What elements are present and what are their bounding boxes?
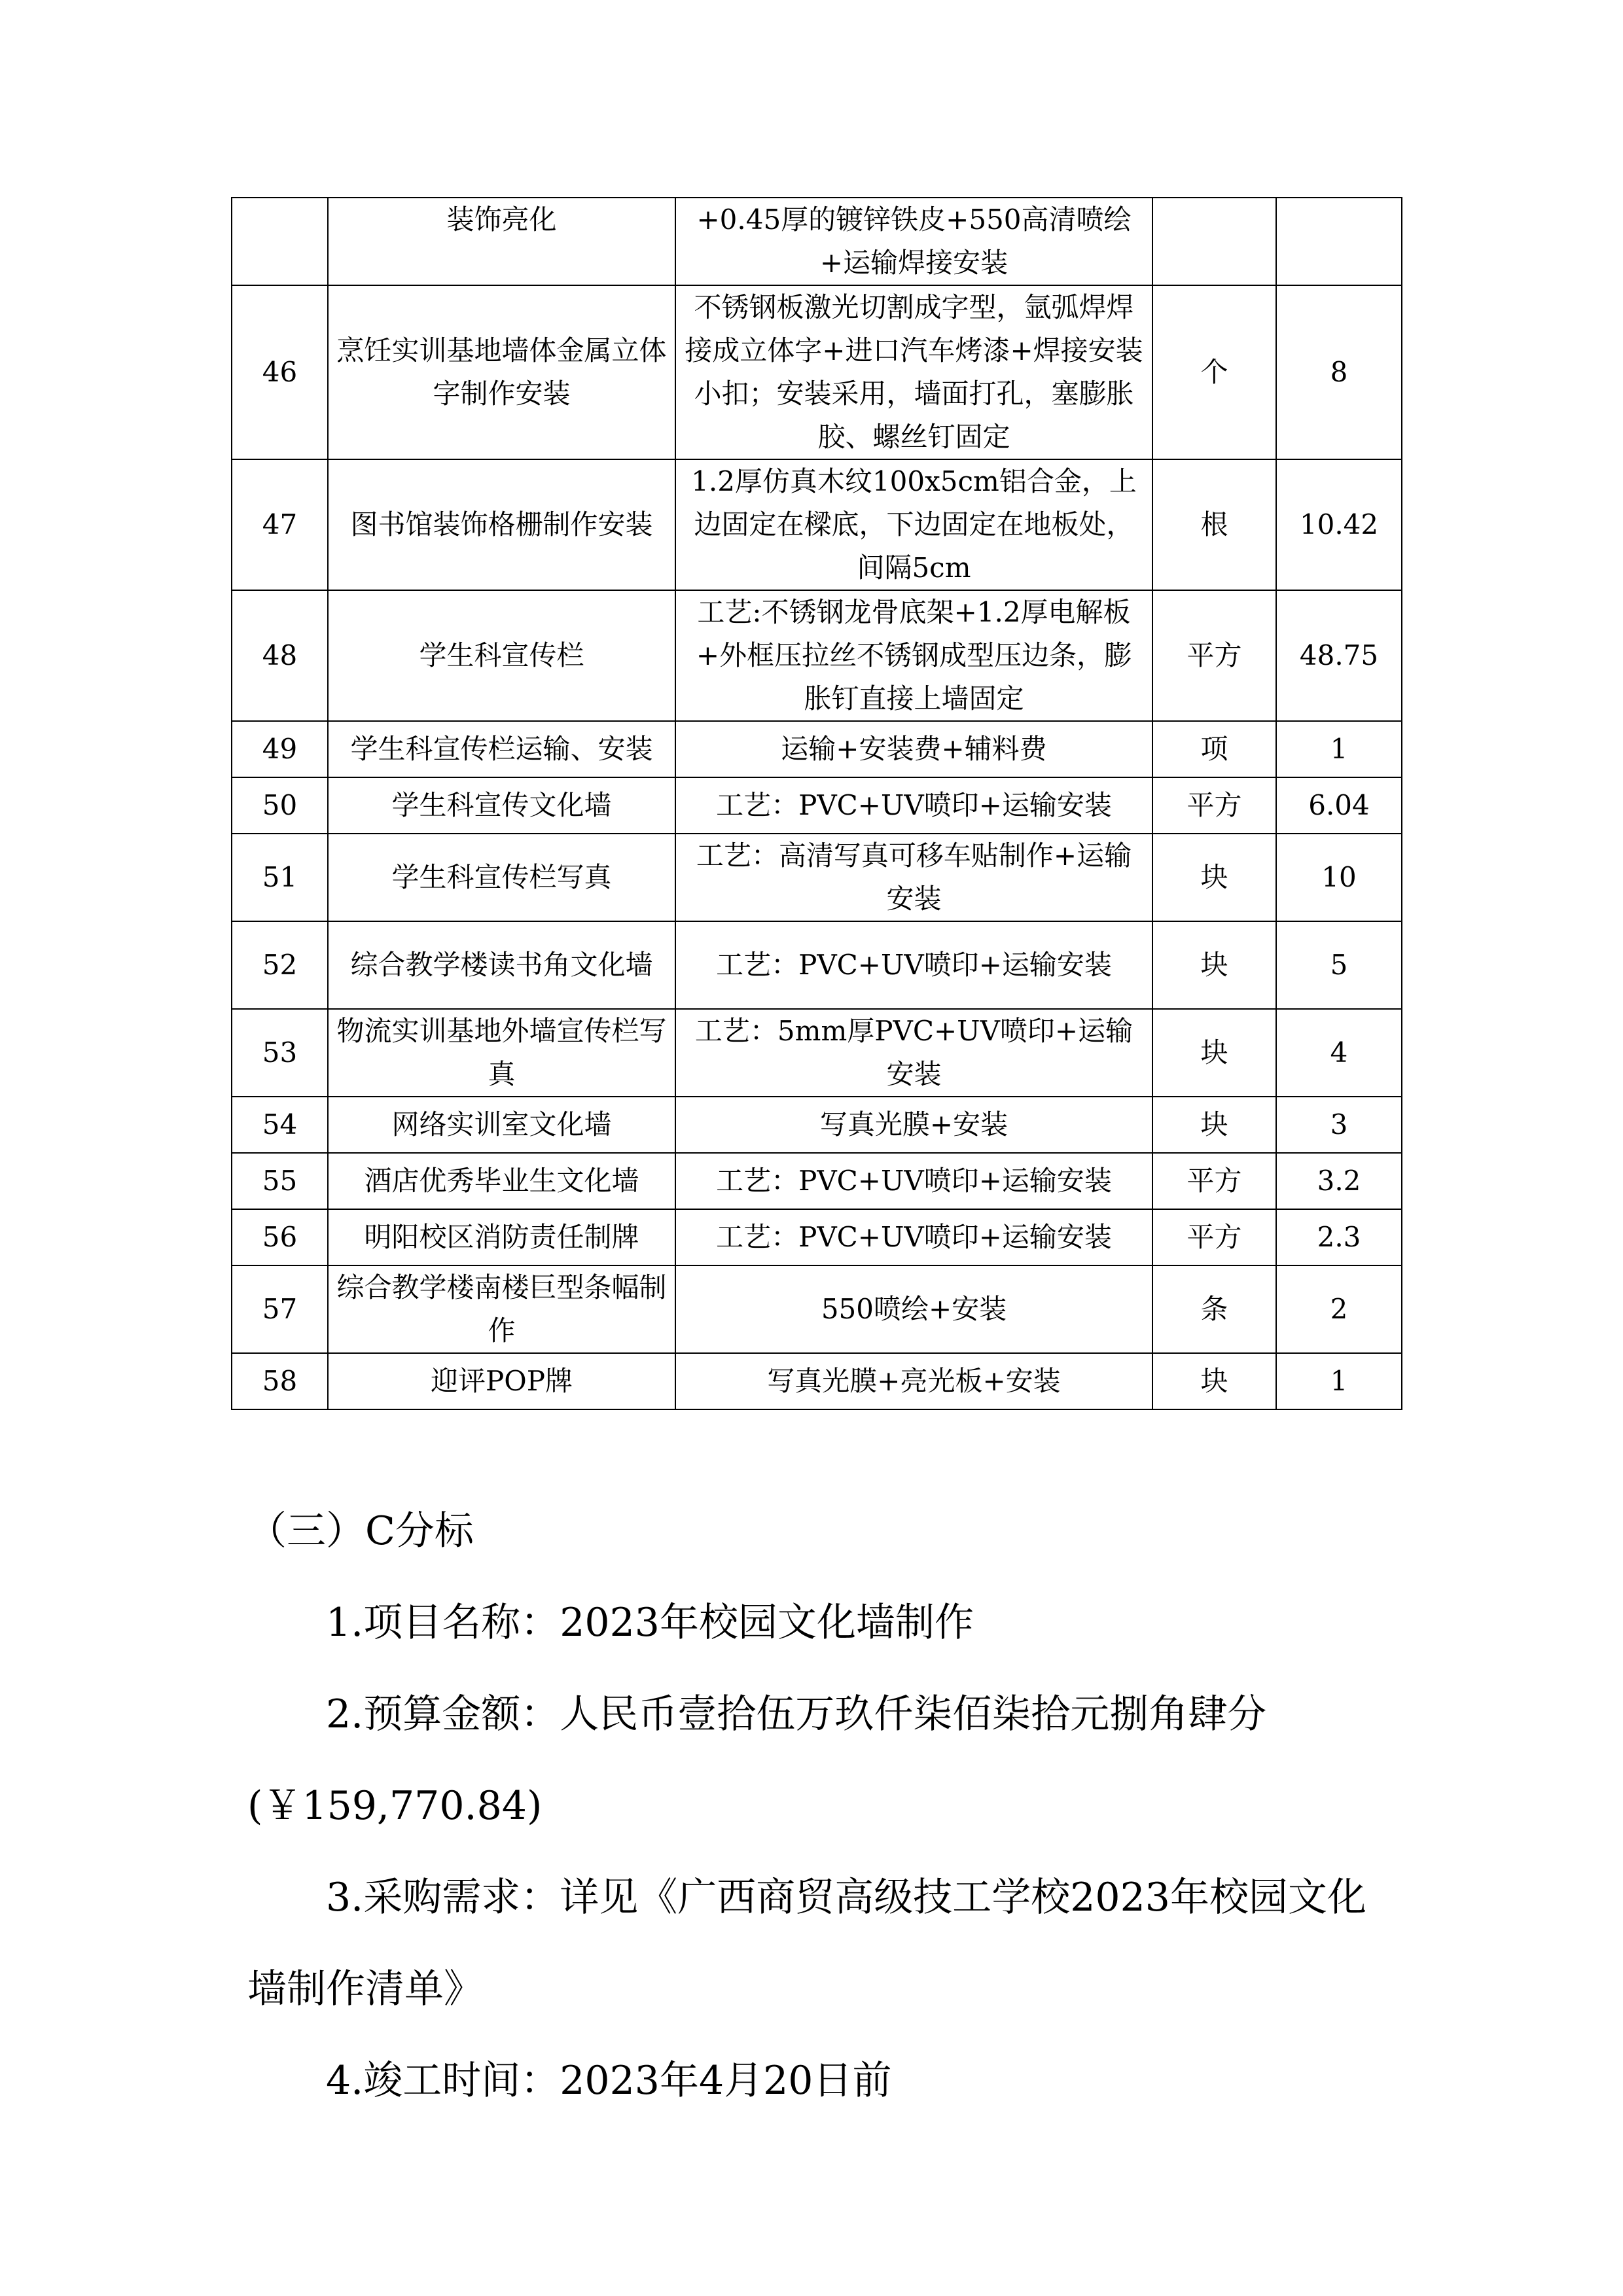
cell-qty: 48.75 (1276, 590, 1402, 721)
cell-no: 49 (232, 721, 328, 777)
cell-unit: 块 (1152, 921, 1276, 1009)
table-row (232, 1097, 1402, 1153)
cell-unit: 平方 (1152, 590, 1276, 721)
cell-qty: 10 (1276, 834, 1402, 921)
cell-qty: 3.2 (1276, 1153, 1402, 1209)
cell-no (232, 198, 328, 285)
procurement-table (231, 197, 1402, 1410)
cell-name: 网络实训室文化墙 (328, 1097, 675, 1153)
cell-no: 52 (232, 921, 328, 1009)
cell-qty: 3 (1276, 1097, 1402, 1153)
cell-process: 工艺：5mm厚PVC+UV喷印+运输安装 (675, 1009, 1152, 1097)
cell-process: 工艺：高清写真可移车贴制作+运输安装 (675, 834, 1152, 921)
cell-unit: 个 (1152, 285, 1276, 459)
cell-name: 综合教学楼南楼巨型条幅制作 (328, 1265, 675, 1353)
cell-no: 48 (232, 590, 328, 721)
cell-no: 47 (232, 459, 328, 590)
cell-name: 烹饪实训基地墙体金属立体字制作安装 (328, 285, 675, 459)
cell-process: 550喷绘+安装 (675, 1265, 1152, 1353)
cell-process: 不锈钢板激光切割成字型，氩弧焊焊接成立体字+进口汽车烤漆+焊接安装小扣；安装采用，墙面打孔，塞膨胀胶、螺丝钉固定 (675, 285, 1152, 459)
cell-qty: 10.42 (1276, 459, 1402, 590)
table-row (232, 834, 1402, 921)
cell-qty (1276, 198, 1402, 285)
cell-no: 50 (232, 777, 328, 834)
table-row (232, 1209, 1402, 1265)
cell-no: 53 (232, 1009, 328, 1097)
cell-unit: 平方 (1152, 1209, 1276, 1265)
cell-process: +0.45厚的镀锌铁皮+550高清喷绘+运输焊接安装 (675, 198, 1152, 285)
cell-name: 学生科宣传栏 (328, 590, 675, 721)
table-row (232, 590, 1402, 721)
cell-name: 学生科宣传栏运输、安装 (328, 721, 675, 777)
cell-qty: 2.3 (1276, 1209, 1402, 1265)
budget-amount: 2.预算金额：人民币壹拾伍万玖仟柒佰柒拾元捌角肆分(￥159,770.84) (247, 1691, 1267, 1829)
cell-name: 酒店优秀毕业生文化墙 (328, 1153, 675, 1209)
cell-unit: 根 (1152, 459, 1276, 590)
procurement-requirements: 3.采购需求：详见《广西商贸高级技工学校2023年校园文化墙制作清单》 (247, 1875, 1366, 2012)
section-heading: （三）C分标 (247, 1508, 474, 1554)
cell-unit: 平方 (1152, 777, 1276, 834)
table-row (232, 1353, 1402, 1409)
table-row (232, 921, 1402, 1009)
cell-process: 工艺：PVC+UV喷印+运输安装 (675, 921, 1152, 1009)
table-row (232, 777, 1402, 834)
cell-process: 写真光膜+安装 (675, 1097, 1152, 1153)
cell-process: 工艺：PVC+UV喷印+运输安装 (675, 1153, 1152, 1209)
table-row (232, 459, 1402, 590)
cell-process: 工艺：PVC+UV喷印+运输安装 (675, 1209, 1152, 1265)
table-row (232, 1153, 1402, 1209)
cell-qty: 6.04 (1276, 777, 1402, 834)
cell-name: 物流实训基地外墙宣传栏写真 (328, 1009, 675, 1097)
cell-no: 57 (232, 1265, 328, 1353)
cell-no: 46 (232, 285, 328, 459)
cell-qty: 8 (1276, 285, 1402, 459)
cell-no: 54 (232, 1097, 328, 1153)
cell-unit: 块 (1152, 1353, 1276, 1409)
table-row (232, 1009, 1402, 1097)
cell-unit: 平方 (1152, 1153, 1276, 1209)
project-name: 1.项目名称：2023年校园文化墙制作 (326, 1600, 974, 1646)
cell-unit: 条 (1152, 1265, 1276, 1353)
table-row (232, 285, 1402, 459)
cell-no: 56 (232, 1209, 328, 1265)
cell-name: 图书馆装饰格栅制作安装 (328, 459, 675, 590)
cell-process: 工艺:不锈钢龙骨底架+1.2厚电解板+外框压拉丝不锈钢成型压边条，膨胀钉直接上墙固定 (675, 590, 1152, 721)
table-row (232, 1265, 1402, 1353)
cell-unit: 块 (1152, 1009, 1276, 1097)
completion-time: 4.竣工时间：2023年4月20日前 (326, 2058, 892, 2104)
cell-qty: 4 (1276, 1009, 1402, 1097)
cell-unit: 块 (1152, 1097, 1276, 1153)
cell-qty: 1 (1276, 1353, 1402, 1409)
table-row (232, 721, 1402, 777)
cell-unit: 块 (1152, 834, 1276, 921)
cell-no: 55 (232, 1153, 328, 1209)
cell-name: 学生科宣传文化墙 (328, 777, 675, 834)
cell-qty: 5 (1276, 921, 1402, 1009)
cell-name: 综合教学楼读书角文化墙 (328, 921, 675, 1009)
cell-name: 明阳校区消防责任制牌 (328, 1209, 675, 1265)
cell-no: 51 (232, 834, 328, 921)
cell-name: 迎评POP牌 (328, 1353, 675, 1409)
cell-no: 58 (232, 1353, 328, 1409)
cell-name: 装饰亮化 (328, 198, 675, 285)
cell-qty: 1 (1276, 721, 1402, 777)
cell-process: 运输+安装费+辅料费 (675, 721, 1152, 777)
cell-unit (1152, 198, 1276, 285)
table-row (232, 198, 1402, 285)
cell-qty: 2 (1276, 1265, 1402, 1353)
cell-process: 1.2厚仿真木纹100x5cm铝合金，上边固定在樑底，下边固定在地板处，间隔5cm (675, 459, 1152, 590)
cell-name: 学生科宣传栏写真 (328, 834, 675, 921)
cell-unit: 项 (1152, 721, 1276, 777)
cell-process: 工艺：PVC+UV喷印+运输安装 (675, 777, 1152, 834)
cell-process: 写真光膜+亮光板+安装 (675, 1353, 1152, 1409)
